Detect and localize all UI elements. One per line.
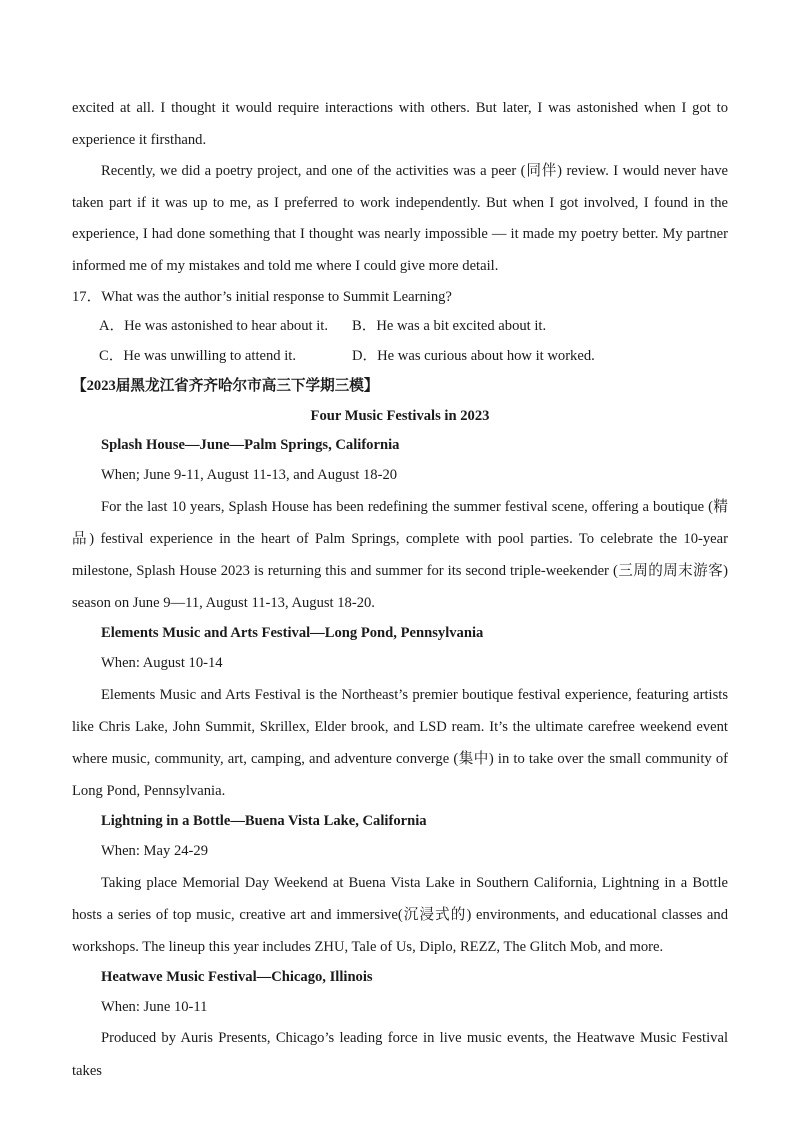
festival-3-when: When: May 24-29 (101, 842, 208, 859)
article-title: Four Music Festivals in 2023 (310, 407, 490, 424)
festival-2-name: Elements Music and Arts Festival—Long Pond, Pennsylvania (101, 625, 484, 642)
question-stem: 17．What was the author’s initial response to Summit Learning? (72, 288, 452, 305)
festival-3-name: Lightning in a Bottle—Buena Vista Lake, California (101, 813, 427, 830)
option-b: B．He was a bit excited about it. (352, 318, 547, 335)
festival-1-name: Splash House—June—Palm Springs, California (101, 437, 400, 454)
intro-paragraph-2: Recently, we did a poetry project, and one of the activities was a peer (同伴) review. I would never have taken part if it was up to me, as I preferred to work independently. But when I got involved, I found in the experience, I had done something that I thought was nearly impossible — it made my poetry better. My partner informed me of my mistakes and told me where I could give more detail. (72, 163, 728, 274)
festival-2-when: When: August 10-14 (101, 654, 223, 671)
festival-2-description: Elements Music and Arts Festival is the Northeast’s premier boutique festival experience, featuring artists like Chris Lake, John Summit, Skrillex, Elder brook, and LSD ream. It’s the ultimate carefree weekend event where music, community, art, camping, and adventure converge (集中) in to take over the small community of Long Pond, Pennsylvania. (72, 686, 728, 800)
festival-3-description: Taking place Memorial Day Weekend at Buena Vista Lake in Southern California, Lightning in a Bottle hosts a series of top music, creative art and immersive(沉浸式的) environments, and educational classes and workshops. The lineup this year includes ZHU, Tale of Us, Diplo, REZZ, The Glitch Mob, and more. (72, 874, 728, 955)
festival-4-description: Produced by Auris Presents, Chicago’s leading force in live music events, the Heatwave Music Festival takes (72, 1030, 728, 1079)
option-a: A．He was astonished to hear about it. (99, 318, 328, 335)
question-options (72, 312, 728, 372)
festival-4-name: Heatwave Music Festival—Chicago, Illinois (101, 969, 373, 986)
festival-4-when: When: June 10-11 (101, 998, 208, 1015)
option-c: C．He was unwilling to attend it. (99, 348, 296, 365)
section-heading: 【2023届黑龙江省齐齐哈尔市高三下学期三模】 (72, 377, 379, 394)
intro-paragraph-1: excited at all. I thought it would require interactions with others. But later, I was astonished when I got to experience it firsthand. (72, 100, 728, 148)
festival-1-description: For the last 10 years, Splash House has been redefining the summer festival scene, offering a boutique (精品) festival experience in the heart of Palm Springs, complete with pool parties. To celebrate the 10-year milestone, Splash House 2023 is returning this and summer for its second triple-weekender (三周的周末游客) season on June 9—11, August 11-13, August 18-20. (72, 498, 728, 612)
festival-1-when: When; June 9-11, August 11-13, and August 18-20 (101, 466, 398, 483)
option-d: D．He was curious about how it worked. (352, 348, 595, 365)
